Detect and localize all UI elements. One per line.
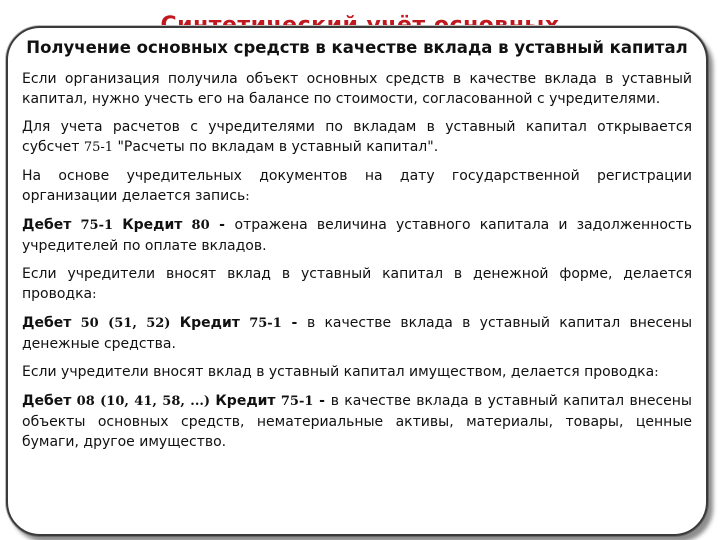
entry-property-credit-label: Кредит	[215, 393, 276, 409]
entry-property-credit-account: 75-1	[280, 394, 314, 409]
entry-capital-dash: -	[209, 217, 235, 233]
entry-cash-debit-label: Дебет	[22, 315, 72, 331]
paragraph-intro: Если организация получила объект основных средств в качестве вклада в уставный капитал, нужно учесть его на балансе по стоимости, согласованной с учредителями.	[22, 71, 692, 107]
entry-cash-text: в качестве вклада в уставный капитал внесены денежные средства.	[22, 315, 692, 352]
property-text: Если учредители вносят вклад в уставный капитал имуществом, делается проводка	[22, 364, 655, 380]
content-card	[6, 26, 708, 536]
entry-cash	[22, 313, 692, 354]
entry-capital-credit-account: 80	[191, 218, 210, 233]
registration-colon: :	[245, 189, 250, 204]
entry-capital-credit-label: Кредит	[122, 217, 183, 233]
entry-capital-text: отражена величина уставного капитала и задолженность учредителей по оплате вкладов.	[22, 217, 693, 254]
subaccount-number: 75-1	[83, 140, 114, 155]
card-heading: Получение основных средств в качестве вклада в уставный капитал	[26, 38, 688, 57]
entry-property-text: в качестве вклада в уставный капитал внесены объекты основных средств, нематериальные активы, материалы, товары, ценные бумаги, другое имущество.	[22, 393, 692, 450]
entry-property	[22, 391, 692, 452]
paragraph-cash	[22, 264, 692, 305]
entry-cash-credit-account: 75-1	[249, 316, 282, 331]
paragraph-registration	[22, 166, 692, 207]
entry-cash-credit-label: Кредит	[179, 315, 240, 331]
card-content	[22, 36, 692, 460]
entry-property-debit-label: Дебет	[22, 393, 72, 409]
entry-cash-dash: -	[281, 315, 307, 331]
cash-text: Если учредители вносят вклад в уставный капитал в денежной форме, делается проводка	[22, 266, 692, 302]
entry-property-debit-account: 08 (10, 41, 58, ...)	[76, 394, 211, 409]
entry-property-dash: -	[313, 393, 331, 409]
entry-capital	[22, 215, 692, 256]
registration-text: На основе учредительных документов на дату государственной регистрации организации делается запись	[22, 168, 692, 204]
subaccount-text-before: Для учета расчетов с учредителями по вкладам в уставный капитал открывается субсчет	[22, 119, 692, 155]
entry-capital-debit-account: 75-1	[80, 218, 114, 233]
entry-capital-debit-label: Дебет	[22, 217, 72, 233]
paragraph-subaccount	[22, 117, 692, 158]
paragraph-property	[22, 362, 692, 383]
cash-colon: :	[92, 287, 97, 302]
subaccount-text-after: "Расчеты по вкладам в уставный капитал".	[113, 139, 439, 155]
entry-cash-debit-account: 50 (51, 52)	[80, 316, 171, 331]
property-colon: :	[654, 365, 659, 380]
